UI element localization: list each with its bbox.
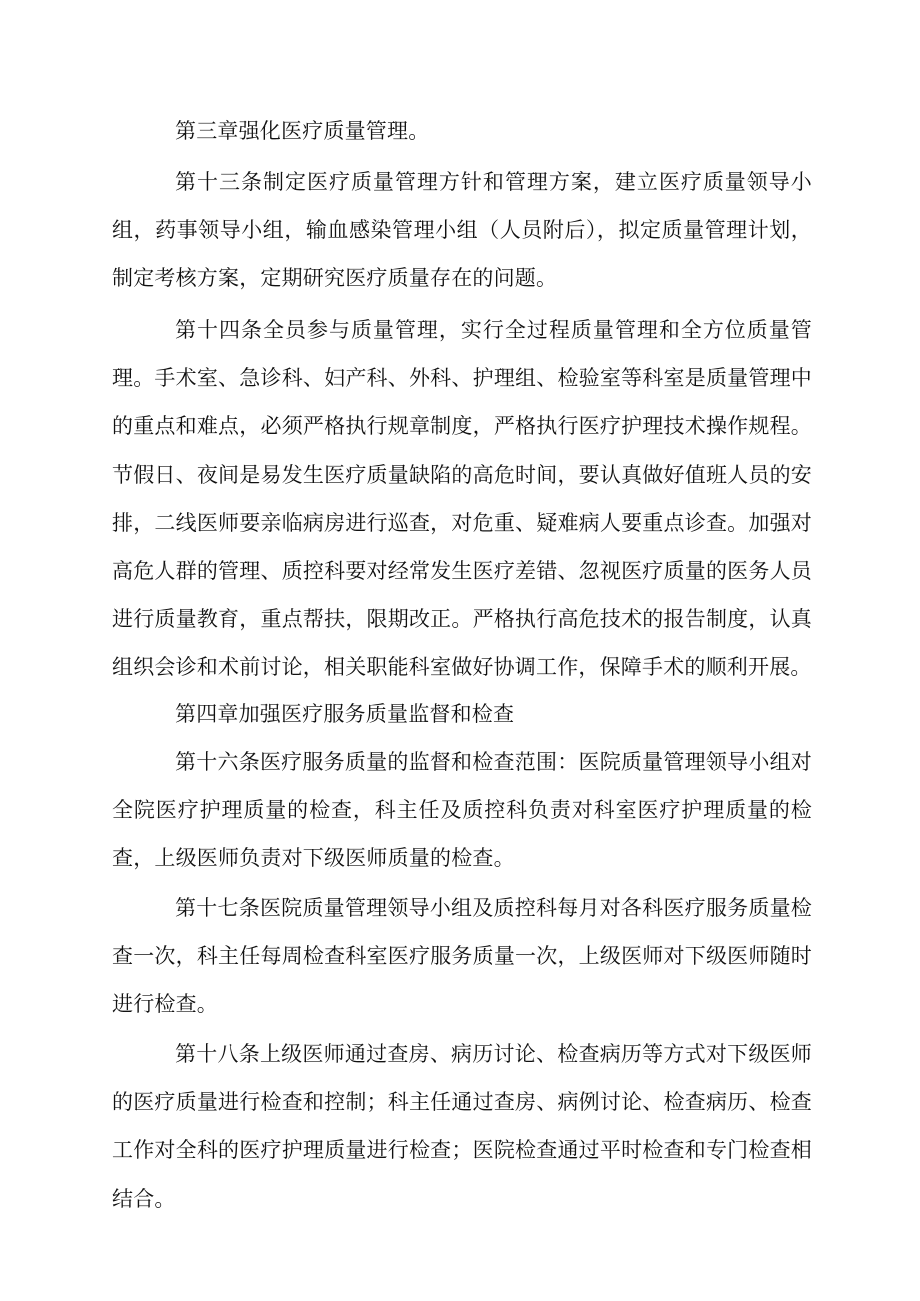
article-17-paragraph: 第十七条医院质量管理领导小组及质控科每月对各科医疗服务质量检查一次，科主任每周检查科室医疗服务质量一次，上级医师对下级医师随时进行检查。 [112, 896, 812, 1017]
article-16-paragraph: 第十六条医疗服务质量的监督和检查范围：医院质量管理领导小组对全院医疗护理质量的检查，科主任及质控科负责对科室医疗护理质量的检查，上级医师负责对下级医师质量的检查。 [112, 750, 812, 871]
chapter-four-heading: 第四章加强医疗服务质量监督和检查 [175, 702, 515, 726]
article-18-paragraph: 第十八条上级医师通过查房、病历讨论、检查病历等方式对下级医师的医疗质量进行检查和控制；科主任通过查房、病例讨论、检查病历、检查工作对全科的医疗护理质量进行检查；医院检查通过平时检查和专门检查相结合。 [112, 1042, 812, 1211]
article-13-paragraph: 第十三条制定医疗质量管理方针和管理方案，建立医疗质量领导小组，药事领导小组，输血感染管理小组（人员附后），拟定质量管理计划，制定考核方案，定期研究医疗质量存在的问题。 [112, 170, 812, 291]
article-14-paragraph: 第十四条全员参与质量管理，实行全过程质量管理和全方位质量管理。手术室、急诊科、妇产科、外科、护理组、检验室等科室是质量管理中的重点和难点，必须严格执行规章制度，严格执行医疗护理技术操作规程。节假日、夜间是易发生医疗质量缺陷的高危时间，要认真做好值班人员的安排，二线医师要亲临病房进行巡查，对危重、疑难病人要重点诊查。加强对高危人群的管理、质控科要对经常发生医疗差错、忽视医疗质量的医务人员进行质量教育，重点帮扶，限期改正。严格执行高危技术的报告制度，认真组织会诊和术前讨论，相关职能科室做好协调工作，保障手术的顺利开展。 [112, 318, 812, 680]
chapter-three-heading: 第三章强化医疗质量管理。 [175, 119, 430, 143]
